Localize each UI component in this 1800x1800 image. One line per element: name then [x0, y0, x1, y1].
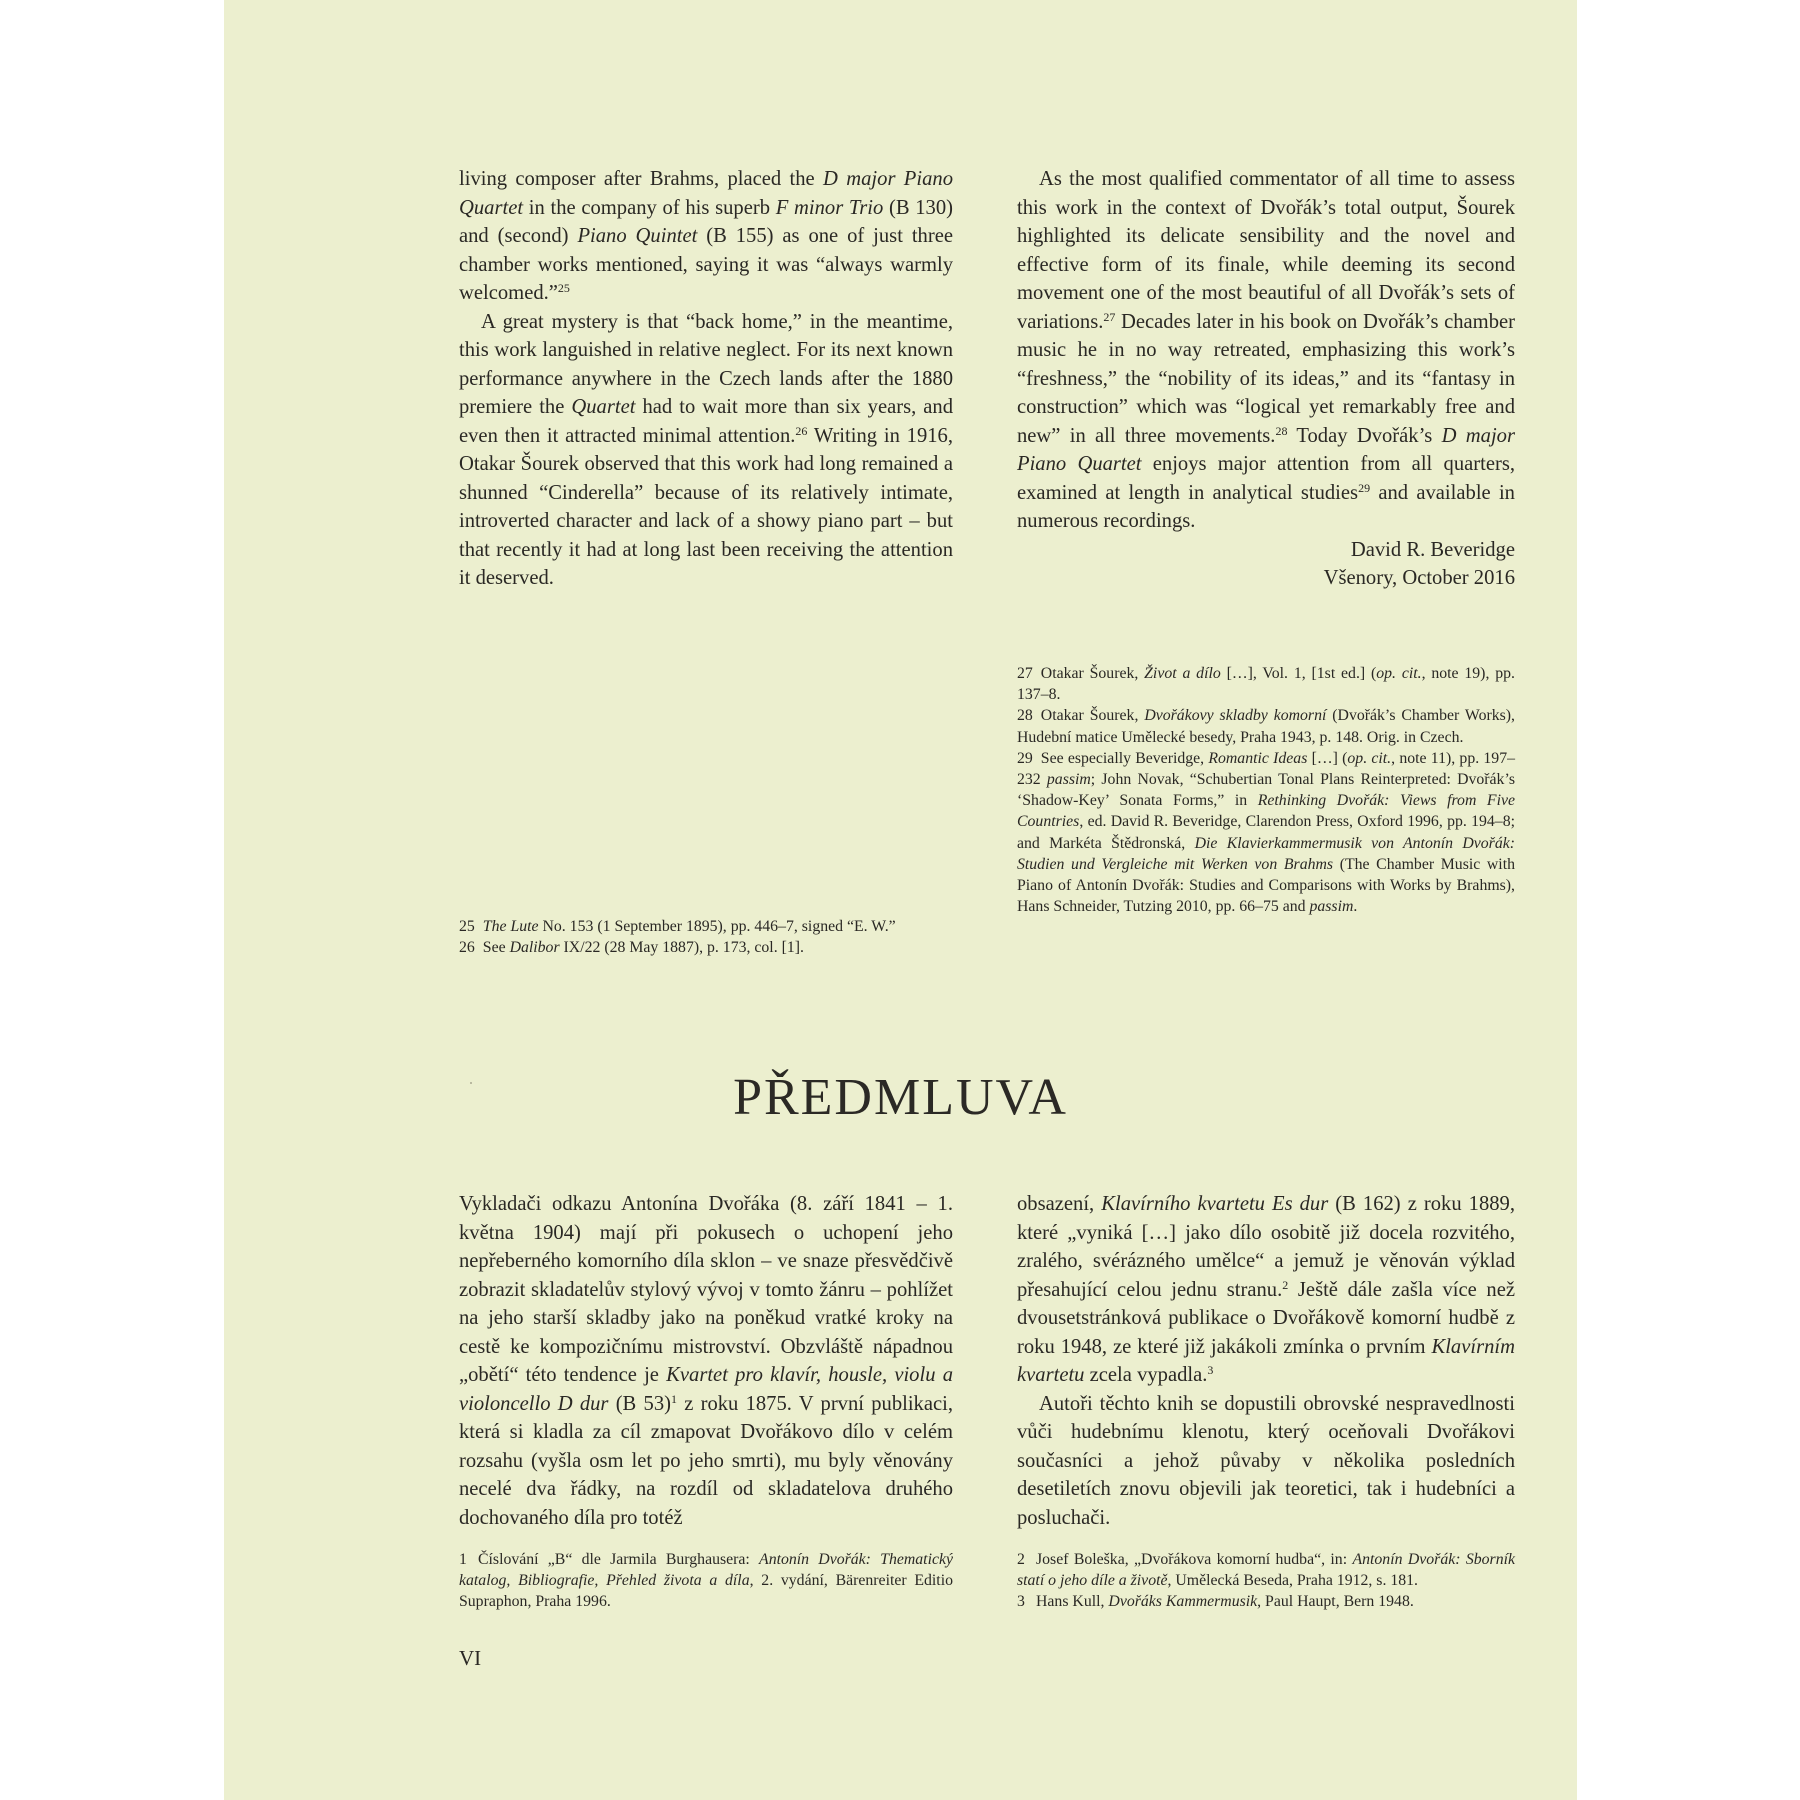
footnote-reference: 3: [1207, 1363, 1214, 1377]
italic-text: D major Piano Quartet: [1017, 424, 1515, 475]
footnote-reference: 2: [1282, 1277, 1289, 1292]
paragraph: obsazení, Klavírního kvartetu Es dur (B 162) z roku 1889, které „vyniká […] jako dílo osobitě již docela rozvitého, zralého, svérázného umělce“ a jemuž je věnován výklad přesahující celou jednu stranu.$^2$ Ještě dále zašla více než dvousetstránková publikace o Dvořákově komorní hudbě z roku 1948, ze které již jakákoli zmínka o prvním Klavírním kvartetu zcela vypadla.$^3$: [1017, 1193, 1516, 1386]
italic-text: op. cit.: [1347, 749, 1392, 767]
czech-text-column-right: [1017, 1190, 1515, 1532]
footnote-reference: 1: [670, 1391, 677, 1406]
italic-text: Romantic Ideas: [1208, 749, 1308, 767]
italic-text: Quartet: [571, 396, 636, 418]
italic-text: D major Piano Quartet: [459, 168, 953, 219]
footnote: 26 See Dalibor IX/22 (28 May 1887), p. 173, col. [1].: [459, 937, 953, 958]
footnote-reference: 26: [795, 423, 808, 438]
italic-text: Dalibor: [509, 939, 560, 957]
czech-text-column-left: [459, 1190, 953, 1532]
footnote: 27 Otakar Šourek, Život a dílo […], Vol. 1, [1st ed.] (op. cit., note 19), pp. 137–8.: [1017, 665, 1515, 704]
author-signature: David R. Beveridge: [1350, 538, 1515, 561]
english-text-column-left: [459, 165, 953, 593]
footnotes-lower-right: [1017, 1549, 1515, 1613]
footnote-reference: 27: [1103, 309, 1116, 324]
footnote: 28 Otakar Šourek, Dvořákovy skladby komorní (Dvořák’s Chamber Works), Hudební matice Umělecké besedy, Praha 1943, p. 148. Orig. in Czech.: [1017, 707, 1515, 746]
book-page: [224, 0, 1577, 1800]
footnote-reference: 25: [557, 281, 570, 295]
english-text-column-right: [1017, 165, 1515, 593]
footnote-number: 28: [1017, 707, 1033, 725]
footnote-number: 1: [459, 1551, 467, 1568]
italic-text: Piano Quintet: [577, 225, 698, 247]
paragraph: Vykladači odkazu Antonína Dvořáka (8. září 1841 – 1. května 1904) mají při pokusech o uchopení jeho nepřeberného komorního díla sklon – ve snaze přesvědčivě zobrazit skladatelův stylový vývoj v tomto žánru – pohlížet na jeho starší skladby jako na poněkud vratké kroky na cestě ke kompozičnímu mistrovství. Obzvláště nápadnou „obětí“ této tendence je Kvartet pro klavír, housle, violu a violoncello D dur (B 53)$^1$ z roku 1875. V první publikaci, která si kladla za cíl zmapovat Dvořákovo dílo v celém rozsahu (vyšla osm let po jeho smrti), mu byly věnovány necelé dva řádky, na rozdíl od skladatelova druhého dochovaného díla pro totéž: [459, 1193, 954, 1529]
section-heading: PŘEDMLUVA: [733, 1069, 1068, 1126]
footnote-reference: 29: [1358, 480, 1371, 495]
italic-text: Die Klavierkammermusik von Antonín Dvořák: Studien und Vergleiche mit Werken von Brahms: [1017, 834, 1515, 873]
italic-text: Kvartet pro klavír, housle, violu a violoncello D dur: [459, 1364, 953, 1415]
footnote-number: 26: [459, 939, 475, 957]
italic-text: Antonín Dvořák: Thematický katalog, Bibliografie, Přehled života a díla: [459, 1551, 953, 1590]
italic-text: passim: [1309, 898, 1354, 916]
italic-text: Dvořákovy skladby komorní: [1144, 707, 1327, 725]
italic-text: Klavírního kvartetu Es dur: [1101, 1193, 1329, 1215]
footnote-number: 3: [1017, 1593, 1025, 1611]
italic-text: op. cit.: [1376, 665, 1422, 682]
footnote: 2 Josef Boleška, „Dvořákova komorní hudba“, in: Antonín Dvořák: Sborník statí o jeho díle a životě, Umělecká Beseda, Praha 1912, s. 181.: [1017, 1551, 1515, 1590]
italic-text: Antonín Dvořák: Sborník statí o jeho díle a životě: [1017, 1551, 1515, 1590]
paragraph: A great mystery is that “back home,” in the meantime, this work languished in relative neglect. For its next known performance anywhere in the Czech lands after the 1880 premiere the Quartet had to wait more than six years, and even then it attracted minimal attention.$^{26}$ Writing in 1916, Otakar Šourek observed that this work had long remained a shunned “Cinderella” because of its relatively intimate, introverted character and lack of a showy piano part – but that recently it had at long last been receiving the attention it deserved.: [459, 310, 953, 589]
footnotes-left: [459, 916, 953, 958]
italic-text: Život a dílo: [1144, 665, 1221, 682]
page-number: VI: [459, 1646, 482, 1670]
footnote: 29 See especially Beveridge, Romantic Ideas […] (op. cit., note 11), pp. 197–232 passim; John Novak, “Schubertian Tonal Plans Reinterpreted: Dvořák’s ‘Shadow-Key’ Sonata Forms,” in Rethinking Dvořák: Views from Five Countries, ed. David R. Beveridge, Clarendon Press, Oxford 1996, pp. 194–8; and Markéta Štědronská, Die Klavierkammermusik von Antonín Dvořák: Studien und Vergleiche mit Werken von Brahms (The Chamber Music with Piano of Antonín Dvořák: Studies and Comparisons with Works by Brahms), Hans Schneider, Tutzing 2010, pp. 66–75 and passim.: [1017, 749, 1515, 916]
italic-text: The Lute: [482, 918, 539, 935]
footnote: 1 Číslování „B“ dle Jarmila Burghausera: Antonín Dvořák: Thematický katalog, Bibliografie, Přehled života a díla, 2. vydání, Bärenreiter Editio Supraphon, Praha 1996.: [459, 1551, 953, 1611]
italic-text: F minor Trio: [775, 196, 884, 219]
paragraph: As the most qualified commentator of all time to assess this work in the context of Dvořák’s total output, Šourek highlighted its delicate sensibility and the novel and effective form of its finale, while deeming its second movement one of the most beautiful of all Dvořák’s sets of variations.$^{27}$ Decades later in his book on Dvořák’s chamber music he in no way retreated, emphasizing this work’s “freshness,” the “nobility of its ideas,” and its “fantasy in construction” which was “logical yet remarkably free and new” in all three movements.$^{28}$ Today Dvořák’s D major Piano Quartet enjoys major attention from all quarters, examined at length in analytical studies$^{29}$ and available in numerous recordings.: [1017, 168, 1515, 532]
footnotes-lower-left: [459, 1549, 953, 1613]
italic-text: Dvořáks Kammermusik: [1108, 1593, 1258, 1611]
place-date: Všenory, October 2016: [1323, 567, 1515, 589]
italic-text: passim: [1046, 771, 1091, 789]
italic-text: Rethinking Dvořák: Views from Five Countries: [1017, 792, 1515, 831]
footnote-number: 27: [1017, 665, 1033, 682]
footnotes-right: [1017, 663, 1515, 917]
footnote: 25 The Lute No. 153 (1 September 1895), pp. 446–7, signed “E. W.”: [459, 916, 953, 937]
paragraph: Autoři těchto knih se dopustili obrovské nespravedlnosti vůči hudebnímu klenotu, který oceňovali Dvořákovi současníci a jehož půvaby v několika posledních desetiletích znovu objevili jak teoretici, tak i hudebníci a posluchači.: [1017, 1392, 1515, 1529]
paragraph: living composer after Brahms, placed the D major Piano Quartet in the company of his superb F minor Trio (B 130) and (second) Piano Quintet (B 155) as one of just three chamber works mentioned, saying it was “always warmly welcomed.”$^{25}$: [459, 168, 954, 304]
footnote-reference: 28: [1275, 423, 1288, 438]
footnote-number: 25: [459, 918, 475, 935]
italic-text: Klavírním kvartetu: [1017, 1335, 1515, 1386]
footnote: 3 Hans Kull, Dvořáks Kammermusik, Paul Haupt, Bern 1948.: [1017, 1591, 1515, 1612]
footnote-number: 2: [1017, 1551, 1025, 1568]
footnote-number: 29: [1017, 749, 1033, 767]
